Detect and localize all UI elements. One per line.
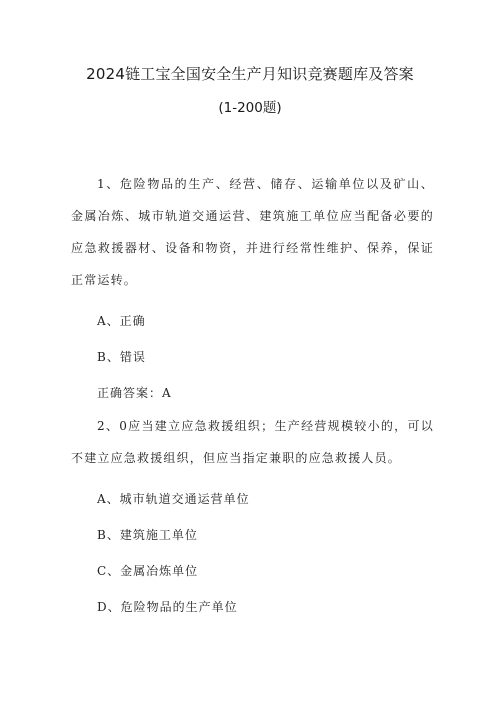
question-1-answer: 正确答案：A [97,386,172,400]
question-2-option-b: B、建筑施工单位 [97,528,198,542]
question-2-option-d: D、危险物品的生产单位 [97,600,238,614]
question-2 [71,410,434,616]
question-2-text: 2、0应当建立应急救援组织；生产经营规模较小的，可以不建立应急救援组织，但应当指定兼职的应急救援人员。 [71,419,434,465]
question-1-text: 1、危险物品的生产、经营、储存、运输单位以及矿山、金属冶炼、城市轨道交通运营、建筑施工单位应当配备必要的应急救援器材、设备和物资，并进行经常性维护、保养，保证正常运转。 [71,177,434,287]
question-1-option-a: A、正确 [97,314,146,328]
question-1 [71,168,434,402]
question-2-option-a: A、城市轨道交通运营单位 [97,492,250,506]
question-2-option-c: C、金属冶炼单位 [97,564,199,578]
document-title: 2024链工宝全国安全生产月知识竞赛题库及答案 [86,65,414,83]
document-subtitle: (1-200题) [218,100,282,116]
question-1-option-b: B、错误 [97,350,146,364]
question-list [71,168,434,616]
